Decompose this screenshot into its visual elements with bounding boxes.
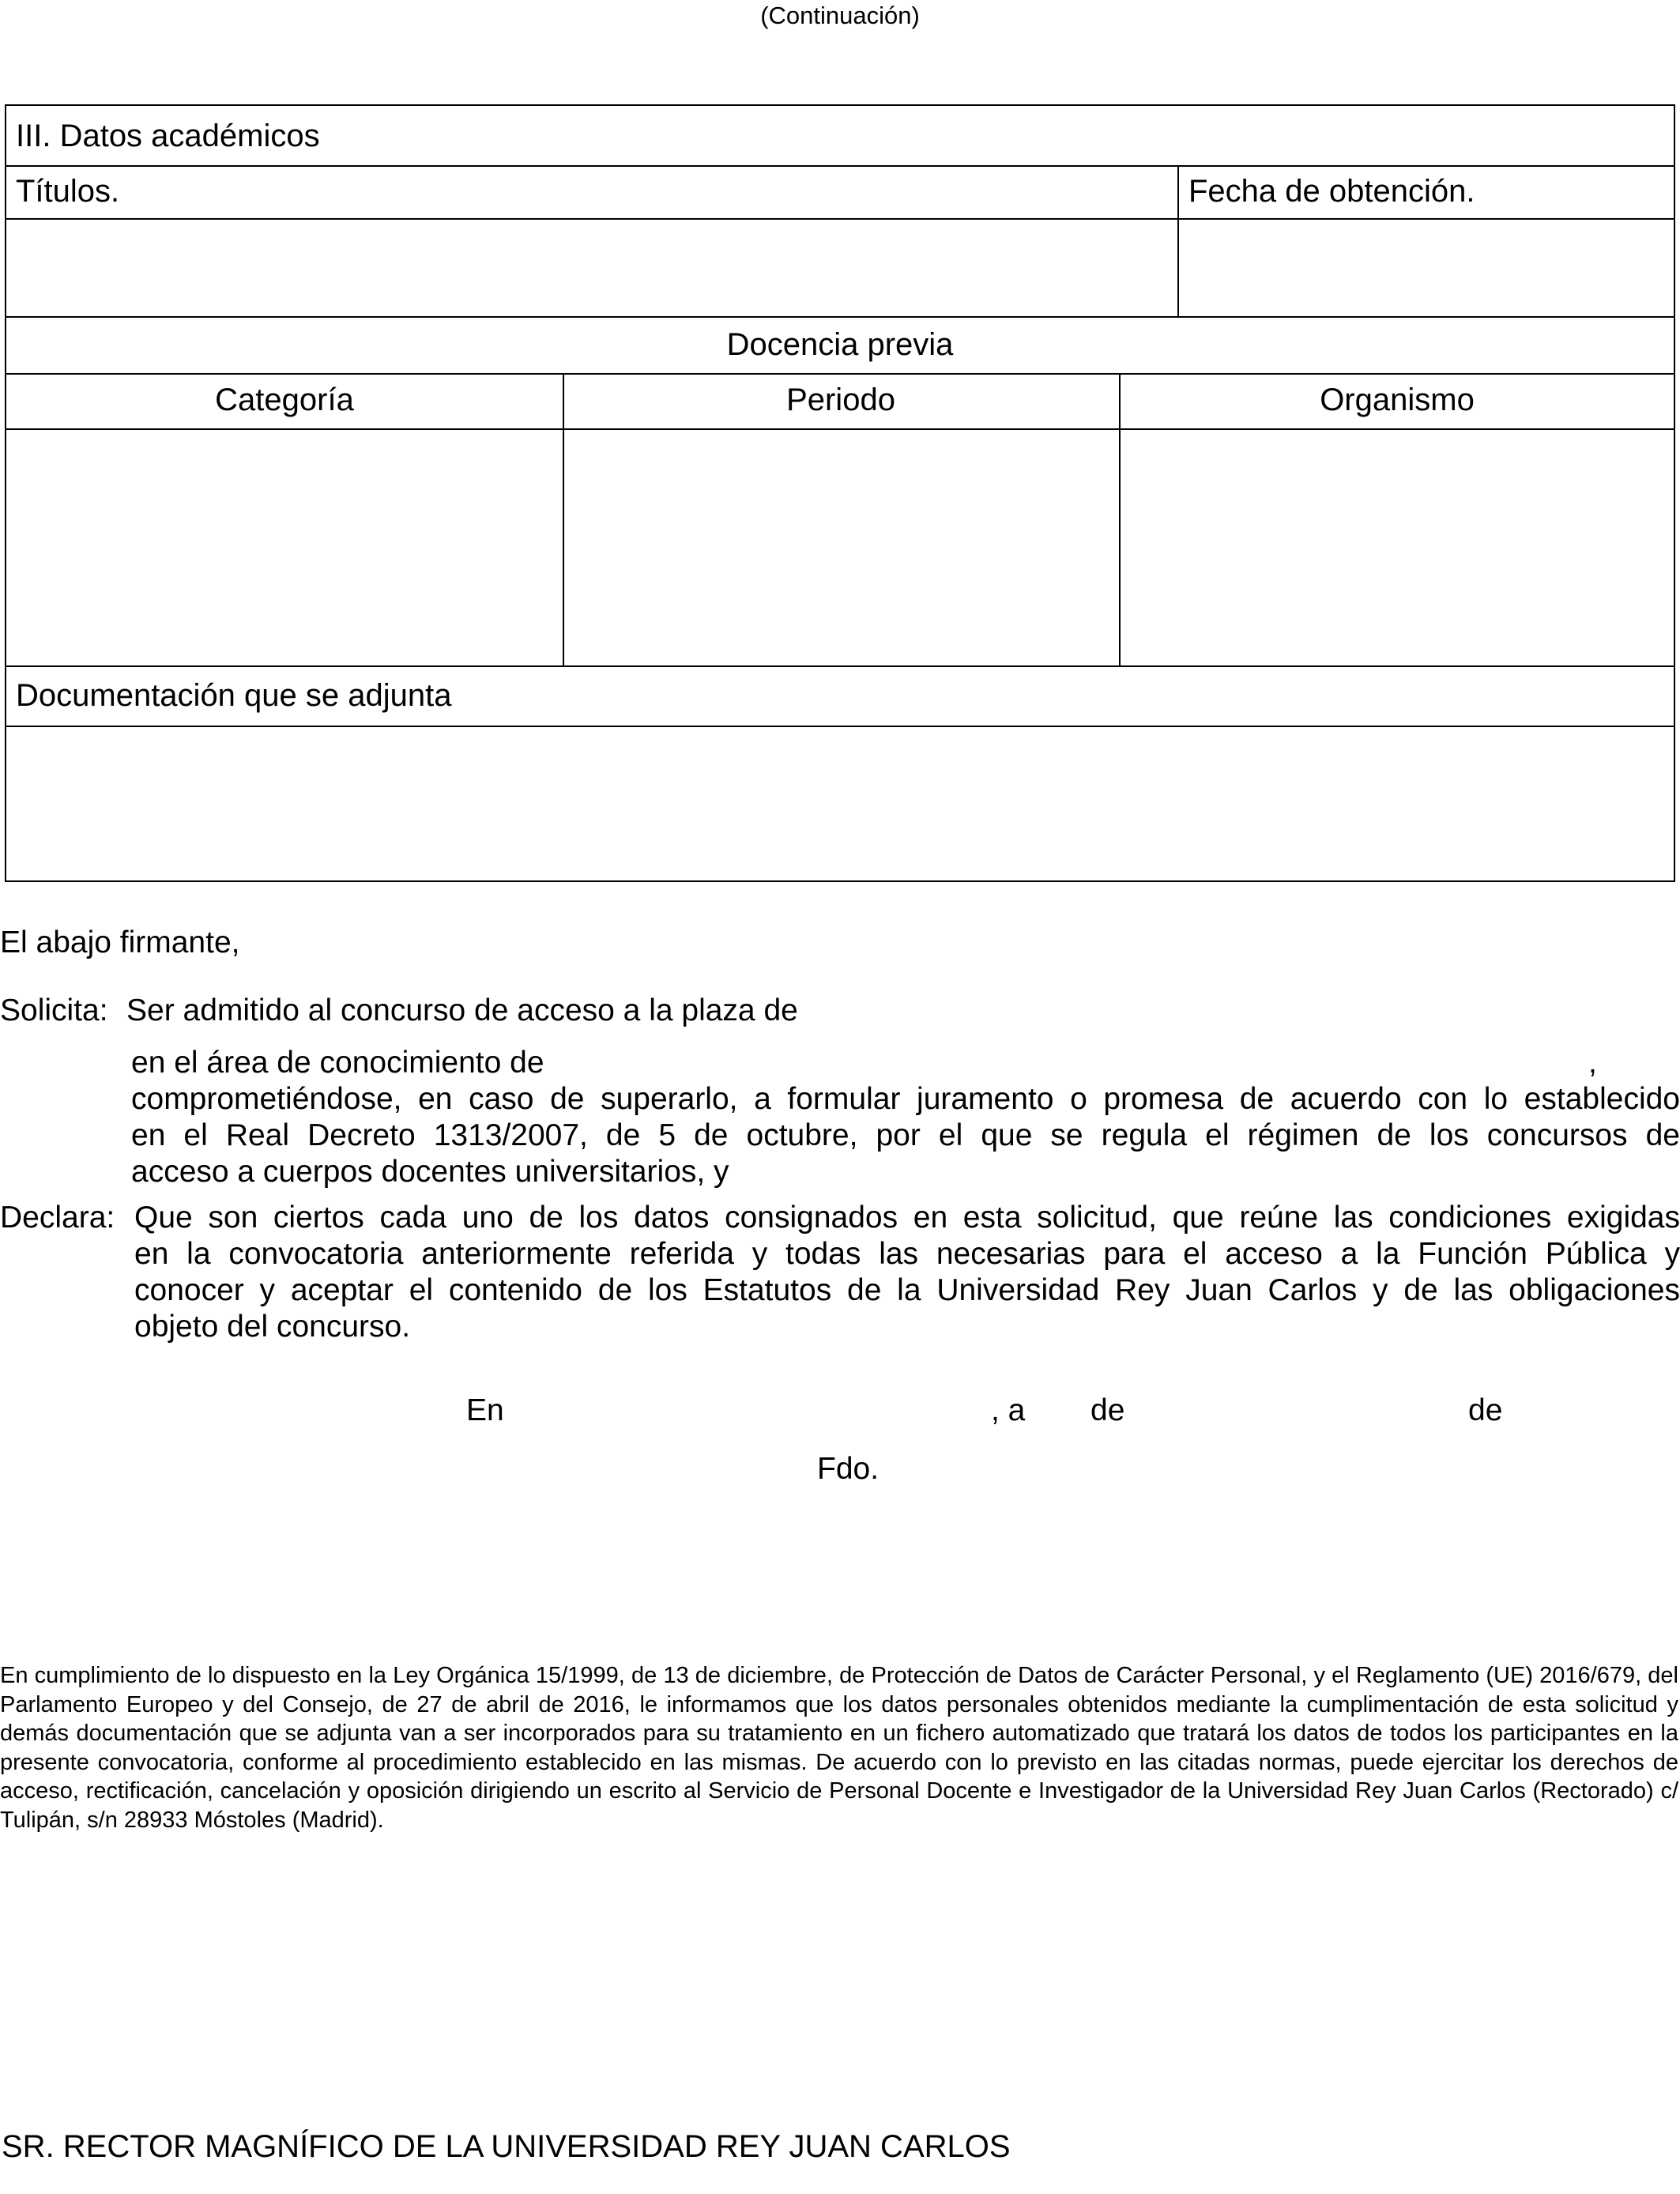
col-periodo: Periodo: [786, 383, 895, 417]
area-comma: ,: [1588, 1046, 1597, 1080]
academic-data-form: [5, 104, 1675, 882]
continuation-label: (Continuación): [760, 2, 920, 29]
fecha-obtencion-field[interactable]: [1179, 218, 1675, 316]
compromiso-line: en el Real Decreto 1313/2007, de 5 de octubre, por el que se regula el régimen de los concursos de: [131, 1118, 1680, 1152]
divider: [6, 165, 1674, 167]
declara-line: objeto del concurso.: [134, 1310, 411, 1344]
divider: [6, 665, 1674, 667]
titulos-label: Títulos.: [16, 174, 120, 209]
organismo-field[interactable]: [1121, 430, 1674, 665]
section-title: III. Datos académicos: [16, 119, 320, 153]
compromiso-line: comprometiéndose, en caso de superarlo, a formular juramento o promesa de acuerdo con lo establecido: [131, 1082, 1680, 1116]
divider: [6, 316, 1674, 318]
place-a: , a: [991, 1393, 1026, 1427]
place-de: de: [1468, 1393, 1503, 1427]
documentacion-field[interactable]: [6, 727, 1674, 880]
signature-label: Fdo.: [817, 1452, 880, 1486]
solicita-label: Solicita:: [0, 993, 108, 1027]
docencia-previa-title: Docencia previa: [726, 327, 954, 362]
solicita-text: Ser admitido al concurso de acceso a la plaza de: [126, 993, 798, 1027]
data-protection-notice: En cumplimiento de lo dispuesto en la Ley Orgánica 15/1999, de 13 de diciembre, de Protección de Datos de Carácter Personal, y el Reglamento (UE) 2016/679, del Parlamento Europeo y del Consejo, de 27 de abril de 2016, le informamos que los datos personales obtenidos mediante la cumplimentación de esta solicitud y demás documentación que se adjunta van a ser incorporados para su tratamiento en un fichero automatizado que tratará los datos de todos los participantes en la presente convocatoria, conforme al procedimiento establecido en las mismas. De acuerdo con lo previsto en las citadas normas, puede ejercitar los derechos de acceso, rectificación, cancelación y oposición dirigiendo un escrito al Servicio de Personal Docente e Investigador de la Universidad Rey Juan Carlos (Rectorado) c/ Tulipán, s/n 28933 Móstoles (Madrid).: [0, 1663, 1678, 1833]
titulos-field[interactable]: [6, 218, 1177, 316]
declara-label: Declara:: [0, 1201, 115, 1235]
fecha-obtencion-label: Fecha de obtención.: [1188, 174, 1475, 209]
firmante-text: El abajo firmante,: [0, 925, 240, 959]
declara-line: conocer y aceptar el contenido de los Estatutos de la Universidad Rey Juan Carlos y de las obligaciones: [134, 1273, 1680, 1307]
addressee: SR. RECTOR MAGNÍFICO DE LA UNIVERSIDAD REY JUAN CARLOS: [2, 2129, 1011, 2164]
categoria-field[interactable]: [6, 430, 563, 665]
place-de: de: [1090, 1393, 1125, 1427]
col-categoria: Categoría: [215, 383, 354, 417]
compromiso-line: acceso a cuerpos docentes universitarios, y: [131, 1155, 729, 1189]
area-text: en el área de conocimiento de: [131, 1046, 544, 1080]
declara-line: Que son ciertos cada uno de los datos consignados en esta solicitud, que reúne las condiciones exigidas: [134, 1201, 1680, 1235]
documentacion-label: Documentación que se adjunta: [16, 678, 452, 713]
divider: [6, 373, 1674, 375]
declara-line: en la convocatoria anteriormente referida y todas las necesarias para el acceso a la Función Pública y: [134, 1237, 1680, 1271]
col-organismo: Organismo: [1320, 383, 1475, 417]
place-en: En: [466, 1393, 504, 1427]
periodo-field[interactable]: [564, 430, 1119, 665]
